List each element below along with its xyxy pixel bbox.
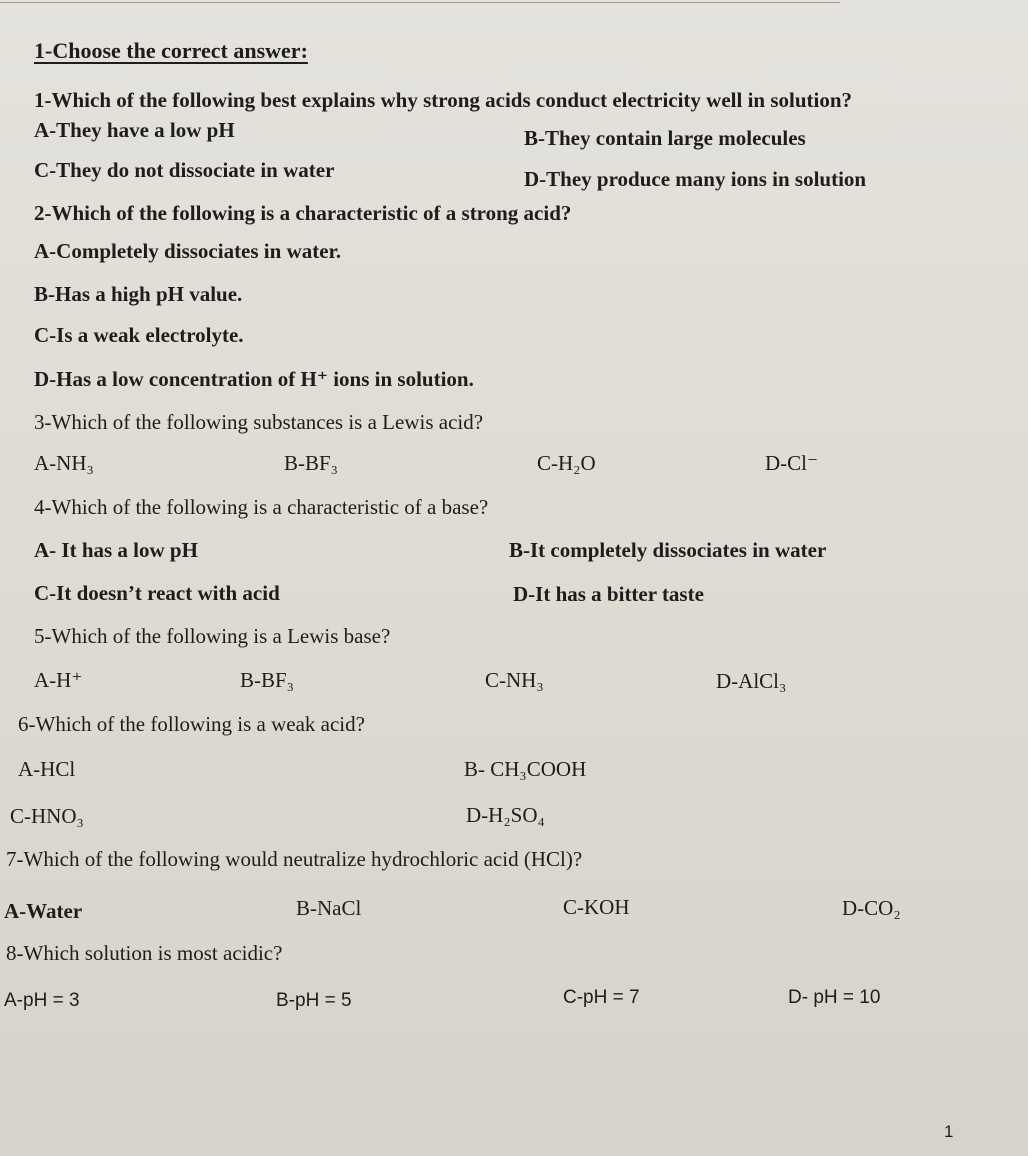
- question-4-option-b: B-It completely dissociates in water: [509, 538, 827, 562]
- question-8-option-c: C-pH = 7: [563, 987, 640, 1008]
- question-3-option-b: B-BF₃: [284, 451, 339, 475]
- question-7-option-d: D-CO₂: [842, 896, 901, 920]
- question-2-option-b: B-Has a high pH value.: [34, 282, 243, 306]
- question-8-text: 8-Which solution is most acidic?: [6, 941, 283, 965]
- question-7-text: 7-Which of the following would neutralize hydrochloric acid (HCl)?: [6, 847, 583, 871]
- question-3-option-a: A-NH₃: [34, 451, 94, 475]
- question-2-option-c: C-Is a weak electrolyte.: [34, 323, 244, 347]
- question-5-option-c: C-NH₃: [485, 668, 544, 692]
- question-4-option-a: A- It has a low pH: [34, 538, 198, 562]
- question-1-option-c: C-They do not dissociate in water: [34, 158, 335, 182]
- question-3-option-c: C-H₂O: [537, 451, 596, 475]
- question-6-text: 6-Which of the following is a weak acid?: [18, 712, 365, 736]
- question-7-option-b: B-NaCl: [296, 896, 362, 920]
- question-1-option-a: A-They have a low pH: [34, 118, 235, 142]
- question-5-option-a: A-H⁺: [34, 668, 83, 692]
- question-4-option-c: C-It doesn’t react with acid: [34, 581, 280, 605]
- question-4-option-d: D-It has a bitter taste: [513, 582, 704, 606]
- question-6-option-b: B- CH₃COOH: [464, 757, 587, 781]
- question-7-option-a: A-Water: [4, 899, 83, 923]
- question-5-option-b: B-BF₃: [240, 668, 295, 692]
- question-8-option-b: B-pH = 5: [276, 990, 352, 1011]
- question-1-option-b: B-They contain large molecules: [524, 126, 806, 150]
- question-8-option-a: A-pH = 3: [4, 990, 80, 1011]
- question-6-option-c: C-HNO₃: [10, 804, 84, 828]
- question-1-option-d: D-They produce many ions in solution: [524, 167, 867, 191]
- question-3-text: 3-Which of the following substances is a Lewis acid?: [34, 410, 484, 434]
- question-7-option-c: C-KOH: [563, 895, 630, 919]
- question-4-text: 4-Which of the following is a characteristic of a base?: [34, 495, 489, 519]
- question-5-text: 5-Which of the following is a Lewis base?: [34, 624, 391, 648]
- section-heading: 1-Choose the correct answer:: [34, 38, 308, 63]
- question-8-option-d: D- pH = 10: [788, 987, 881, 1008]
- top-rule: [0, 2, 840, 3]
- question-6-option-d: D-H₂SO₄: [466, 803, 545, 827]
- question-2-option-a: A-Completely dissociates in water.: [34, 239, 342, 263]
- question-2-option-d: D-Has a low concentration of H⁺ ions in solution.: [34, 367, 474, 391]
- question-1-text: 1-Which of the following best explains why strong acids conduct electricity well in solution?: [34, 88, 853, 112]
- question-2-text: 2-Which of the following is a characteristic of a strong acid?: [34, 201, 572, 225]
- question-3-option-d: D-Cl⁻: [765, 451, 819, 475]
- question-5-option-d: D-AlCl₃: [716, 669, 787, 693]
- page-number: 1: [944, 1122, 954, 1141]
- question-6-option-a: A-HCl: [18, 757, 76, 781]
